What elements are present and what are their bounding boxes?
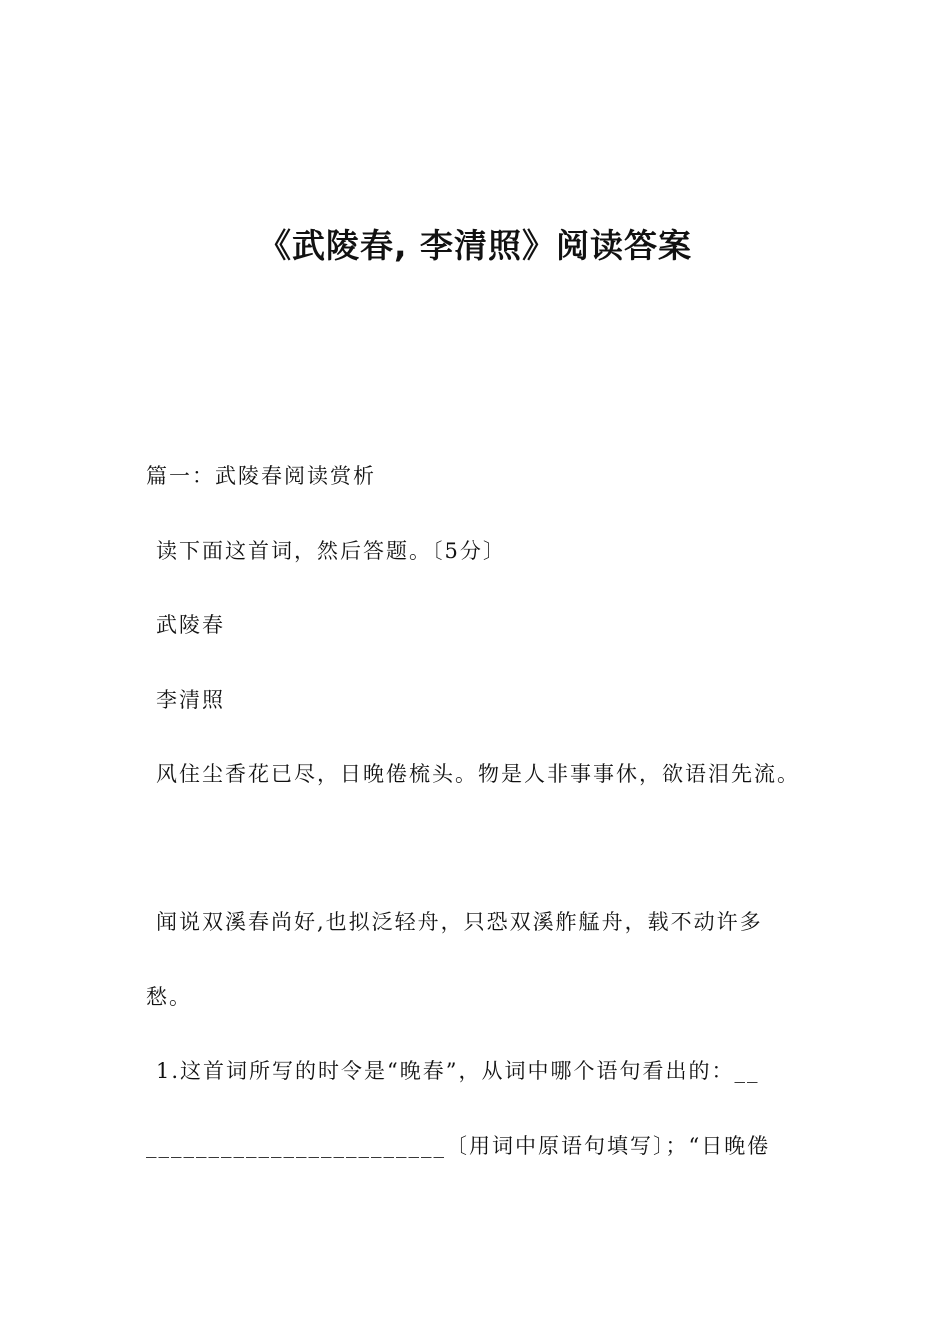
poem-author: 李清照 <box>156 688 225 712</box>
poem-stanza-2: 闻说双溪春尚好,也拟泛轻舟，只恐双溪舴艋舟，载不动许多 <box>156 910 763 934</box>
section-heading: 篇一：武陵春阅读赏析 <box>146 464 376 488</box>
poem-stanza-2-continued: 愁。 <box>146 985 192 1009</box>
poem-stanza-1: 风住尘香花已尽，日晚倦梳头。物是人非事事休，欲语泪先流。 <box>156 762 800 786</box>
document-title: 《武陵春, 李清照》阅读答案 <box>257 226 693 265</box>
question-1: 1.这首词所写的时令是“晚春”，从词中哪个语句看出的：__ <box>156 1059 760 1083</box>
question-1-continued: ________________________〔用词中原语句填写〕；“日晚倦 <box>146 1134 771 1158</box>
instruction-text: 读下面这首词，然后答题。〔5分〕 <box>156 539 506 563</box>
poem-title: 武陵春 <box>156 613 225 637</box>
